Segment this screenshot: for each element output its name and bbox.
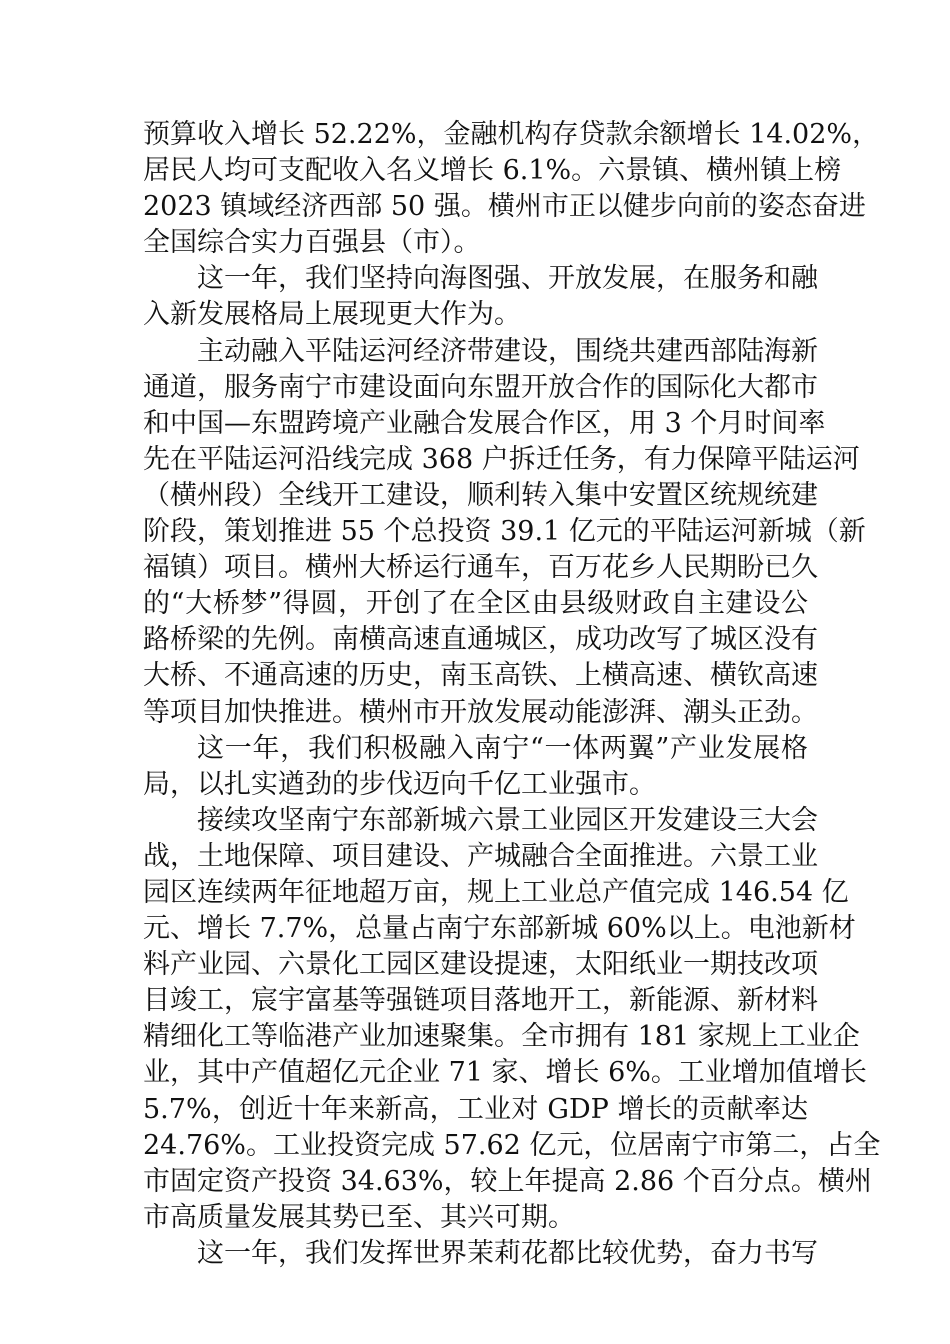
text-line: 料产业园、六景化工园区建设提速，太阳纸业一期技改项 bbox=[143, 949, 818, 981]
text-line: 等项目加快推进。横州市开放发展动能澎湃、潮头正劲。 bbox=[143, 696, 818, 728]
body-text bbox=[143, 117, 881, 1272]
text-line: 福镇）项目。横州大桥运行通车，百万花乡人民期盼已久 bbox=[143, 552, 818, 584]
text-line: 通道，服务南宁市建设面向东盟开放合作的国际化大都市 bbox=[143, 371, 818, 403]
text-line: 局，以扎实遒劲的步伐迈向千亿工业强市。 bbox=[143, 768, 656, 800]
text-line: 阶段，策划推进 55 个总投资 39.1 亿元的平陆运河新城（新 bbox=[143, 516, 866, 548]
paragraph-first-line: 这一年，我们积极融入南宁“一体两翼”产业发展格 bbox=[197, 732, 808, 764]
text-line: 5.7%，创近十年来新高，工业对 GDP 增长的贡献率达 bbox=[143, 1093, 808, 1125]
text-line: 全国综合实力百强县（市）。 bbox=[143, 227, 481, 259]
text-line: 入新发展格局上展现更大作为。 bbox=[143, 299, 521, 331]
text-line: 2023 镇域经济西部 50 强。横州市正以健步向前的姿态奋进 bbox=[143, 191, 866, 223]
text-line: 预算收入增长 52.22%，金融机构存贷款余额增长 14.02%， bbox=[143, 119, 880, 150]
text-line: 居民人均可支配收入名义增长 6.1%。六景镇、横州镇上榜 bbox=[143, 155, 842, 187]
text-line: 路桥梁的先例。南横高速直通城区，成功改写了城区没有 bbox=[143, 624, 818, 656]
text-line: 24.76%。工业投资完成 57.62 亿元，位居南宁市第二，占全 bbox=[143, 1129, 881, 1161]
text-line: 元、增长 7.7%，总量占南宁东部新城 60%以上。电池新材 bbox=[143, 913, 856, 945]
paragraph-first-line: 接续攻坚南宁东部新城六景工业园区开发建设三大会 bbox=[197, 804, 818, 836]
text-line: 的“大桥梦”得圆，开创了在全区由县级财政自主建设公 bbox=[143, 588, 808, 620]
text-line: 业，其中产值超亿元企业 71 家、增长 6%。工业增加值增长 bbox=[143, 1057, 867, 1089]
paragraph-first-line: 这一年，我们坚持向海图强、开放发展，在服务和融 bbox=[197, 263, 818, 295]
text-line: （横州段）全线开工建设，顺利转入集中安置区统规统建 bbox=[143, 479, 818, 511]
text-line: 先在平陆运河沿线完成 368 户拆迁任务，有力保障平陆运河 bbox=[143, 443, 860, 475]
text-line: 目竣工，宸宇富基等强链项目落地开工，新能源、新材料 bbox=[143, 985, 818, 1017]
text-line: 和中国—东盟跨境产业融合发展合作区，用 3 个月时间率 bbox=[143, 407, 826, 439]
text-line: 市固定资产投资 34.63%，较上年提高 2.86 个百分点。横州 bbox=[143, 1165, 872, 1197]
text-line: 园区连续两年征地超万亩，规上工业总产值完成 146.54 亿 bbox=[143, 876, 849, 908]
text-line: 精细化工等临港产业加速聚集。全市拥有 181 家规上工业企 bbox=[143, 1021, 860, 1053]
paragraph-first-line: 主动融入平陆运河经济带建设，围绕共建西部陆海新 bbox=[197, 335, 818, 367]
paragraph-first-line: 这一年，我们发挥世界茉莉花都比较优势，奋力书写 bbox=[197, 1237, 818, 1269]
text-line: 战，土地保障、项目建设、产城融合全面推进。六景工业 bbox=[143, 840, 818, 872]
text-line: 大桥、不通高速的历史，南玉高铁、上横高速、横钦高速 bbox=[143, 660, 818, 692]
text-line: 市高质量发展其势已至、其兴可期。 bbox=[143, 1201, 575, 1233]
